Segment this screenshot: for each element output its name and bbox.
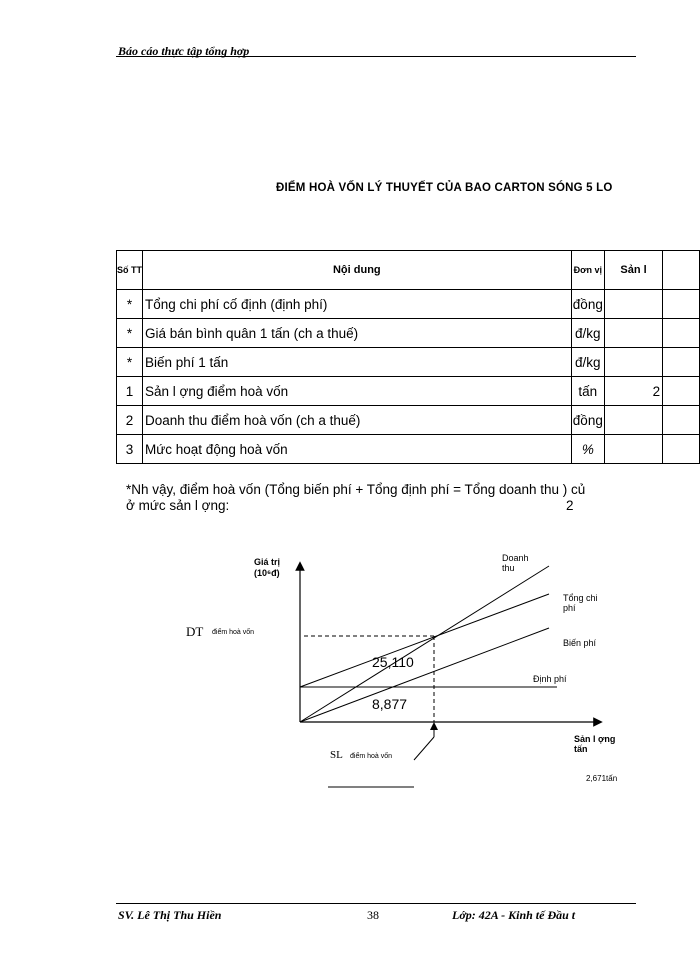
sl-label: SL: [330, 749, 343, 761]
revenue-label: Doanh: [502, 553, 529, 563]
total-cost-label-2: phí: [563, 603, 576, 613]
row-no: *: [117, 319, 143, 348]
page-number: 38: [367, 908, 379, 922]
sl-leader: [414, 737, 434, 760]
note-line-2-text: ở mức sản l ợng:: [126, 498, 230, 513]
variable-cost-line: [300, 628, 549, 722]
header-quantity: Sản l: [605, 251, 663, 290]
row-content: Tổng chi phí cố định (định phí): [143, 290, 572, 319]
row-no: 2: [117, 406, 143, 435]
header-unit: Đơn vị: [571, 251, 604, 290]
breakeven-quantity-label: 2,671tấn: [586, 774, 618, 783]
page-header: Báo cáo thực tập tổng hợp: [118, 44, 250, 58]
row-no: *: [117, 348, 143, 377]
row-unit: đ/kg: [571, 348, 604, 377]
note-line-2-value: 2: [566, 498, 574, 513]
row-content: Doanh thu điểm hoà vốn (ch a thuế): [143, 406, 572, 435]
total-cost-label: Tổng chi: [563, 593, 598, 603]
footer-author: SV. Lê Thị Thu Hiền: [118, 908, 222, 922]
row-content: Giá bán bình quân 1 tấn (ch a thuế): [143, 319, 572, 348]
value-label-2: 8,877: [372, 696, 408, 712]
row-value: 2: [605, 377, 663, 406]
sl-sub-label: điểm hoà vốn: [350, 753, 393, 760]
row-no: 3: [117, 435, 143, 464]
revenue-line: [300, 566, 549, 722]
row-unit: %: [571, 435, 604, 464]
y-axis-unit: (10⁶đ): [254, 568, 280, 578]
footer-rule: [116, 903, 636, 904]
fixed-cost-label: Định phí: [533, 674, 567, 684]
page-title: ĐIỂM HOÀ VỐN LÝ THUYẾT CỦA BAO CARTON SÓNG 5 LO: [276, 182, 613, 194]
header-no: Số TT: [117, 251, 143, 290]
row-content: Sản l ợng điểm hoà vốn: [143, 377, 572, 406]
row-unit: đồng: [571, 290, 604, 319]
row-no: 1: [117, 377, 143, 406]
x-axis-label: Sản l ợng: [574, 734, 616, 744]
row-unit: đ/kg: [571, 319, 604, 348]
footer-class: Lớp: 42A - Kinh tế Đầu t: [452, 908, 576, 922]
row-unit: tấn: [571, 377, 604, 406]
row-content: Biến phí 1 tấn: [143, 348, 572, 377]
dt-sub-label: điểm hoà vốn: [212, 629, 255, 636]
header-content: Nội dung: [143, 251, 572, 290]
y-axis-label: Giá trị: [254, 557, 281, 567]
revenue-label-2: thu: [502, 563, 515, 573]
note-line-1: *Nh vậy, điểm hoà vốn (Tổng biến phí + Tổng định phí = Tổng doanh thu ) củ: [126, 482, 586, 497]
dt-label: DT: [186, 624, 204, 639]
value-label-1: 25,110: [372, 654, 414, 670]
row-content: Mức hoạt động hoà vốn: [143, 435, 572, 464]
variable-cost-label: Biến phí: [563, 638, 597, 648]
total-cost-line: [300, 594, 549, 687]
row-no: *: [117, 290, 143, 319]
x-axis-unit: tấn: [574, 744, 588, 754]
row-unit: đồng: [571, 406, 604, 435]
